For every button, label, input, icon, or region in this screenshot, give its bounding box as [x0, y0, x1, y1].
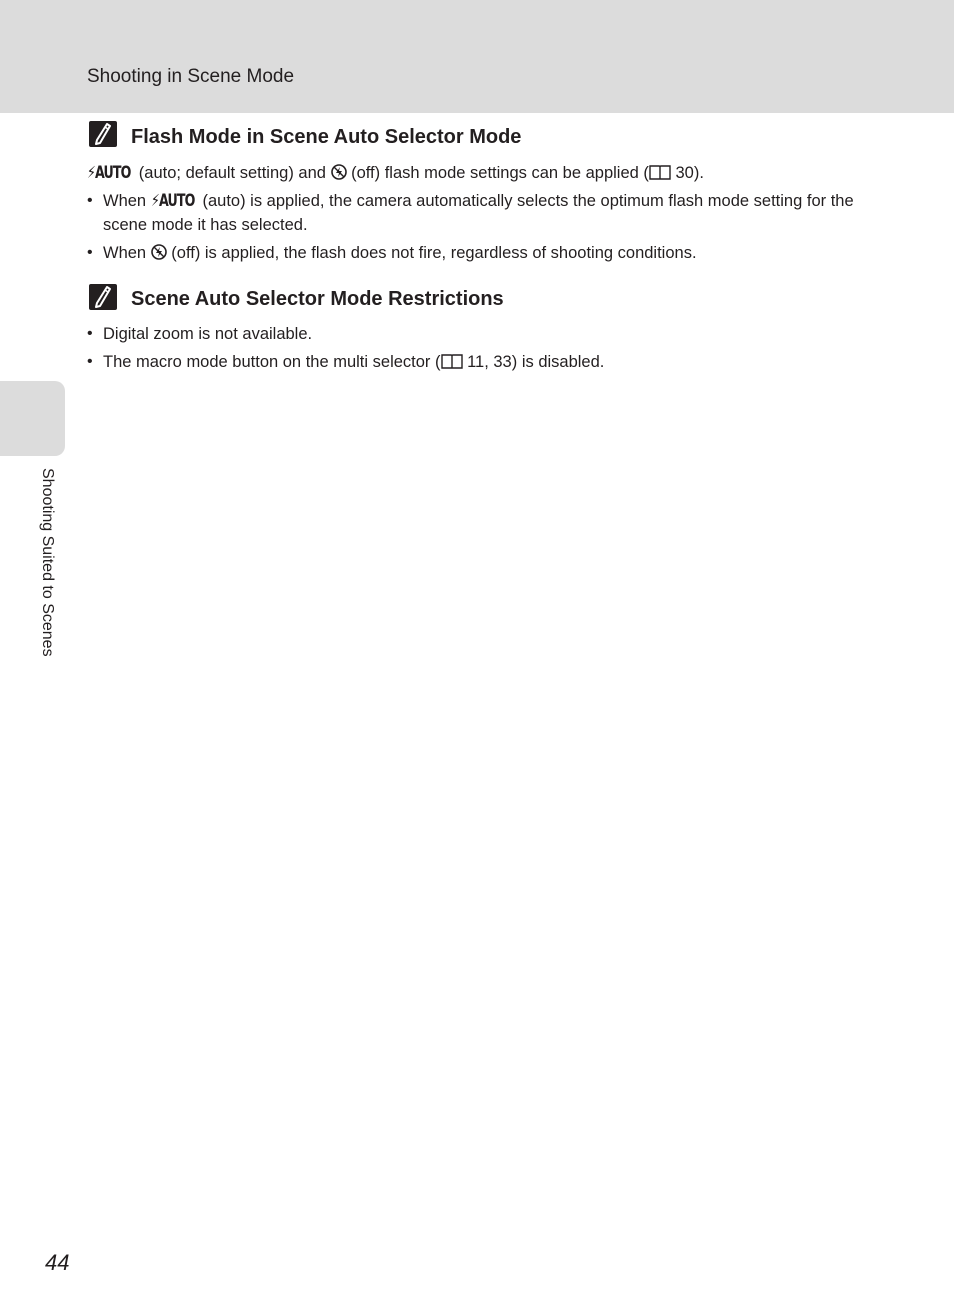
list-item: • Digital zoom is not available. — [87, 325, 313, 343]
side-tab-label: Shooting Suited to Scenes — [39, 468, 56, 657]
page-header-title: Shooting in Scene Mode — [87, 66, 295, 87]
note-pencil-icon — [89, 121, 117, 147]
header-band — [0, 0, 954, 113]
note-pencil-icon — [89, 284, 117, 310]
flash-auto-icon: ⚡AUTO — [87, 163, 131, 182]
book-icon — [441, 353, 463, 369]
section-title-restrictions: Scene Auto Selector Mode Restrictions — [131, 288, 504, 310]
flash-mode-intro: ⚡AUTO (auto; default setting) and (off) flash mode settings can be applied ( 30). — [87, 161, 704, 185]
book-icon — [649, 164, 671, 180]
section-title-flash-mode: Flash Mode in Scene Auto Selector Mode — [131, 126, 522, 148]
list-item: • The macro mode button on the multi selector ( 11, 33) is disabled. — [87, 353, 605, 371]
flash-off-icon — [151, 244, 167, 260]
list-item: • When (off) is applied, the flash does not fire, regardless of shooting conditions. — [87, 244, 697, 262]
page-number: 44 — [45, 1250, 70, 1275]
flash-off-icon — [331, 164, 347, 180]
side-tab — [0, 381, 65, 456]
list-item: • When ⚡AUTO (auto) is applied, the camera automatically selects the optimum flash mode setting for the scene mode it has selected. — [87, 191, 854, 234]
flash-auto-icon: ⚡AUTO — [150, 191, 195, 210]
